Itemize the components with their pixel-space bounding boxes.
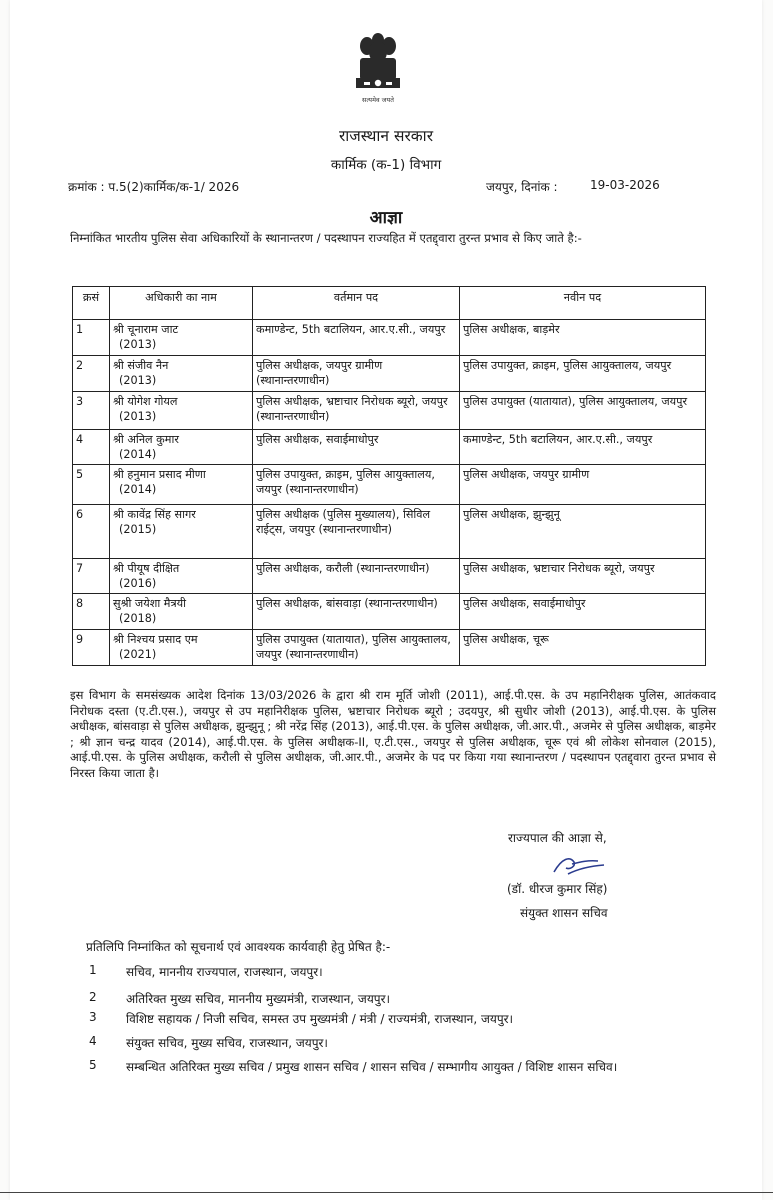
table-row xyxy=(73,430,706,465)
order-intro: निम्नांकित भारतीय पुलिस सेवा अधिकारियों के स्थानान्तरण / पदस्थापन राज्यहित में एतद्द्वारा तुरन्त प्रभाव से किए जाते है:- xyxy=(70,231,582,245)
table-header-row xyxy=(73,287,706,320)
row-officer xyxy=(110,356,253,392)
government-name: राजस्थान सरकार xyxy=(338,127,434,145)
officer-batch-year: (2015) xyxy=(119,523,157,536)
row-officer xyxy=(110,594,253,630)
header-officer-name: अधिकारी का नाम xyxy=(110,287,253,320)
document-page xyxy=(10,0,762,1200)
row-current-post: पुलिस उपायुक्त, क्राइम, पुलिस आयुक्तालय, जयपुर (स्थानान्तरणाधीन) xyxy=(253,465,460,505)
signatory-designation: संयुक्त शासन सचिव xyxy=(520,906,608,920)
order-date: 19-03-2026 xyxy=(590,178,660,192)
officer-batch-year: (2014) xyxy=(119,448,157,461)
row-current-post: पुलिस अधीक्षक, करौली (स्थानान्तरणाधीन) xyxy=(253,559,460,594)
row-new-post: पुलिस अधीक्षक, भ्रष्टाचार निरोधक ब्यूरो, जयपुर xyxy=(460,559,706,594)
place-label: जयपुर, दिनांक : xyxy=(486,180,558,194)
bottom-divider xyxy=(0,1192,773,1193)
copy-item-number: 3 xyxy=(89,1010,97,1024)
row-current-post: पुलिस उपायुक्त (यातायात), पुलिस आयुक्तालय, जयपुर (स्थानान्तरणाधीन) xyxy=(253,630,460,666)
signatory-name: (डॉ. धीरज कुमार सिंह) xyxy=(507,882,608,896)
header-new-post: नवीन पद xyxy=(460,287,706,320)
row-officer xyxy=(110,465,253,505)
officer-batch-year: (2018) xyxy=(119,612,157,625)
row-current-post: कमाण्डेन्ट, 5th बटालियन, आर.ए.सी., जयपुर xyxy=(253,320,460,356)
officer-batch-year: (2013) xyxy=(119,338,157,351)
officer-name: श्री अनिल कुमार xyxy=(113,433,179,446)
row-current-post: पुलिस अधीक्षक, जयपुर ग्रामीण (स्थानान्तरणाधीन) xyxy=(253,356,460,392)
row-new-post: पुलिस उपायुक्त, क्राइम, पुलिस आयुक्तालय, जयपुर xyxy=(460,356,706,392)
row-sno: 4 xyxy=(73,430,110,465)
row-new-post: कमाण्डेन्ट, 5th बटालियन, आर.ए.सी., जयपुर xyxy=(460,430,706,465)
officer-name: सुश्री जयेशा मैत्रयी xyxy=(113,597,187,610)
officer-name: श्री पीयूष दीक्षित xyxy=(113,562,180,575)
department-name: कार्मिक (क-1) विभाग xyxy=(330,157,442,173)
order-title: आज्ञा xyxy=(369,208,403,228)
officer-name: श्री योगेश गोयल xyxy=(113,395,178,408)
row-officer xyxy=(110,392,253,430)
copy-item-number: 4 xyxy=(89,1034,97,1048)
header-current-post: वर्तमान पद xyxy=(253,287,460,320)
row-current-post: पुलिस अधीक्षक, बांसवाड़ा (स्थानान्तरणाधीन) xyxy=(253,594,460,630)
copy-to-heading: प्रतिलिपि निम्नांकित को सूचनार्थ एवं आवश्यक कार्यवाही हेतु प्रेषित है:- xyxy=(86,940,391,954)
row-new-post: पुलिस अधीक्षक, झुन्झुनू xyxy=(460,505,706,559)
row-new-post: पुलिस अधीक्षक, सवाईमाधोपुर xyxy=(460,594,706,630)
officer-name: श्री हनुमान प्रसाद मीणा xyxy=(113,468,206,481)
row-new-post: पुलिस अधीक्षक, जयपुर ग्रामीण xyxy=(460,465,706,505)
officer-name: श्री कावेंद्र सिंह सागर xyxy=(113,508,196,521)
officer-batch-year: (2014) xyxy=(119,483,157,496)
svg-text:सत्यमेव जयते: सत्यमेव जयते xyxy=(362,96,394,104)
national-emblem-icon xyxy=(350,30,406,108)
copy-item-number: 1 xyxy=(89,963,97,977)
copy-item-text: सम्बन्धित अतिरिक्त मुख्य सचिव / प्रमुख शासन सचिव / शासन सचिव / सम्भागीय आयुक्त / विशिष्ट शासन सचिव। xyxy=(126,1060,618,1074)
header-sno: क्रसं xyxy=(73,287,110,320)
table-row xyxy=(73,594,706,630)
officer-name: श्री संजीव नैन xyxy=(113,359,169,372)
officer-batch-year: (2016) xyxy=(119,577,157,590)
table-row xyxy=(73,356,706,392)
row-sno: 9 xyxy=(73,630,110,666)
copy-item-text: विशिष्ट सहायक / निजी सचिव, समस्त उप मुख्यमंत्री / मंत्री / राज्यमंत्री, राजस्थान, जयपुर। xyxy=(126,1012,514,1026)
row-sno: 7 xyxy=(73,559,110,594)
row-sno: 3 xyxy=(73,392,110,430)
transfer-table xyxy=(72,286,706,666)
officer-name: श्री निश्चय प्रसाद एम xyxy=(113,633,198,646)
officer-batch-year: (2021) xyxy=(119,648,157,661)
by-order-text: राज्यपाल की आज्ञा से, xyxy=(508,831,607,845)
row-sno: 2 xyxy=(73,356,110,392)
row-officer xyxy=(110,630,253,666)
copy-item-number: 5 xyxy=(89,1058,97,1072)
table-row xyxy=(73,630,706,666)
reference-number: क्रमांक : प.5(2)कार्मिक/क-1/ 2026 xyxy=(68,180,240,194)
row-sno: 6 xyxy=(73,505,110,559)
row-officer xyxy=(110,505,253,559)
row-current-post: पुलिस अधीक्षक, सवाईमाधोपुर xyxy=(253,430,460,465)
row-officer xyxy=(110,559,253,594)
row-sno: 1 xyxy=(73,320,110,356)
table-row xyxy=(73,559,706,594)
signature-mark xyxy=(548,852,608,878)
row-sno: 5 xyxy=(73,465,110,505)
row-officer xyxy=(110,320,253,356)
copy-item-text: सचिव, माननीय राज्यपाल, राजस्थान, जयपुर। xyxy=(126,965,323,979)
copy-item-number: 2 xyxy=(89,990,97,1004)
row-new-post: पुलिस उपायुक्त (यातायात), पुलिस आयुक्तालय, जयपुर xyxy=(460,392,706,430)
row-new-post: पुलिस अधीक्षक, बाड़मेर xyxy=(460,320,706,356)
row-sno: 8 xyxy=(73,594,110,630)
row-officer xyxy=(110,430,253,465)
cancellation-paragraph: इस विभाग के समसंख्यक आदेश दिनांक 13/03/2026 के द्वारा श्री राम मूर्ति जोशी (2011), आई.पी.एस. के उप महानिरीक्षक पुलिस, आतंकवाद निरोधक दस्ता (ए.टी.एस.), जयपुर से उप महानिरीक्षक पुलिस, भ्रष्टाचार निरोधक ब्यूरो ; उदयपुर, श्री सुधीर जोशी (2013), आई.पी.एस. के पुलिस अधीक्षक, बांसवाड़ा से पुलिस अधीक्षक, झुन्झुनू ; श्री नरेंद्र सिंह (2013), आई.पी.एस. के पुलिस अधीक्षक, जी.आर.पी., अजमेर से पुलिस अधीक्षक, बाड़मेर ; श्री ज्ञान चन्द्र यादव (2014), आई.पी.एस. के पुलिस अधीक्षक-II, ए.टी.एस., जयपुर से पुलिस अधीक्षक, चूरू एवं श्री लोकेश सोनवाल (2015), आई.पी.एस. के पुलिस अधीक्षक, करौली से पुलिस अधीक्षक, जी.आर.पी., अजमेर के पद पर किया गया स्थानान्तरण / पदस्थापन एतद्द्वारा तुरन्त प्रभाव से निरस्त किया जाता है। xyxy=(70,688,716,780)
table-row xyxy=(73,392,706,430)
officer-batch-year: (2013) xyxy=(119,410,157,423)
officer-batch-year: (2013) xyxy=(119,374,157,387)
copy-item-text: अतिरिक्त मुख्य सचिव, माननीय मुख्यमंत्री, राजस्थान, जयपुर। xyxy=(126,992,391,1006)
row-current-post: पुलिस अधीक्षक, भ्रष्टाचार निरोधक ब्यूरो, जयपुर (स्थानान्तरणाधीन) xyxy=(253,392,460,430)
row-current-post: पुलिस अधीक्षक (पुलिस मुख्यालय), सिविल राईट्स, जयपुर (स्थानान्तरणाधीन) xyxy=(253,505,460,559)
officer-name: श्री चूनाराम जाट xyxy=(113,323,179,336)
copy-item-text: संयुक्त सचिव, मुख्य सचिव, राजस्थान, जयपुर। xyxy=(126,1036,328,1050)
table-row xyxy=(73,320,706,356)
row-new-post: पुलिस अधीक्षक, चूरू xyxy=(460,630,706,666)
table-row xyxy=(73,465,706,505)
table-row xyxy=(73,505,706,559)
